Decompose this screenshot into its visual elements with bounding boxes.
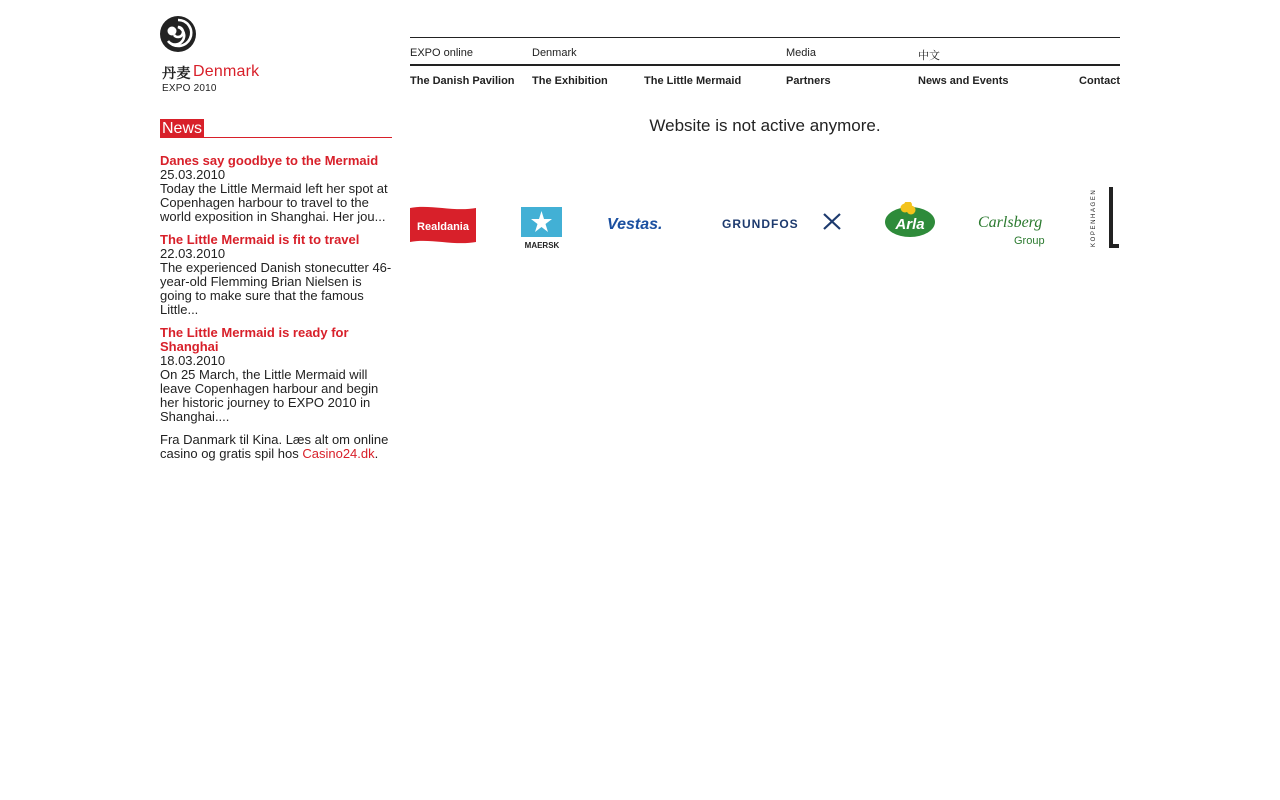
- maersk-logo[interactable]: [518, 206, 568, 255]
- news-item-summary: The experienced Danish stonecutter 46-year-old Flemming Brian Nielsen is going to make sure that the famous Little...: [160, 260, 392, 317]
- arla-label: Arla: [895, 216, 925, 233]
- realdania-label: Realdania: [417, 221, 469, 233]
- logo-country: Denmark: [193, 63, 260, 80]
- news-item-title[interactable]: The Little Mermaid is ready for Shanghai: [160, 325, 349, 354]
- news-item: [160, 326, 392, 424]
- inactive-message: Website is not active anymore.: [649, 116, 881, 135]
- casino-link[interactable]: Casino24.dk: [302, 446, 375, 461]
- secondary-nav: [410, 37, 1120, 66]
- carlsberg-logo[interactable]: [976, 209, 1046, 254]
- partner-logos: [410, 185, 1120, 255]
- nav-partners[interactable]: Partners: [786, 75, 831, 87]
- vestas-logo[interactable]: [607, 213, 685, 240]
- main-nav: [410, 66, 1120, 94]
- news-item-date: 18.03.2010: [160, 353, 226, 368]
- maersk-label: MAERSK: [524, 241, 560, 250]
- nav-media[interactable]: Media: [786, 47, 816, 59]
- kopenhagen-fur-logo[interactable]: [1088, 185, 1122, 256]
- nav-contact[interactable]: Contact: [1079, 75, 1120, 87]
- logo-chinese: 丹麦: [162, 65, 191, 81]
- nav-denmark[interactable]: Denmark: [532, 47, 577, 59]
- news-item-title[interactable]: Danes say goodbye to the Mermaid: [160, 153, 379, 168]
- site-logo[interactable]: [160, 14, 280, 96]
- grundfos-logo[interactable]: [722, 211, 842, 238]
- nav-chinese[interactable]: 中文: [918, 50, 940, 62]
- news-sidebar: [160, 118, 392, 461]
- vestas-label: Vestas.: [607, 216, 663, 233]
- news-item-summary: Today the Little Mermaid left her spot at Copenhagen harbour to travel to the world exposition in Shanghai. Her jou...: [160, 181, 388, 224]
- nav-news-events[interactable]: News and Events: [918, 75, 1009, 87]
- carlsberg-label: Carlsberg: [978, 214, 1043, 231]
- top-navigation: [410, 37, 1120, 94]
- news-item: [160, 154, 392, 224]
- nav-expo-online[interactable]: EXPO online: [410, 47, 473, 59]
- kopenhagen-label: KOPENHAGEN FUR: [1091, 185, 1097, 247]
- news-item-title[interactable]: The Little Mermaid is fit to travel: [160, 232, 360, 247]
- nav-exhibition[interactable]: The Exhibition: [532, 75, 608, 87]
- news-item-date: 22.03.2010: [160, 246, 226, 261]
- news-heading: News: [162, 120, 203, 137]
- grundfos-label: GRUNDFOS: [722, 217, 799, 231]
- news-item-summary: On 25 March, the Little Mermaid will leave Copenhagen harbour and begin her historic journey to EXPO 2010 in Shanghai....: [160, 367, 379, 424]
- realdania-logo[interactable]: [410, 206, 476, 251]
- nav-danish-pavilion[interactable]: The Danish Pavilion: [410, 75, 515, 87]
- logo-expo: EXPO 2010: [162, 83, 217, 94]
- news-footer: [160, 433, 392, 461]
- news-item: [160, 233, 392, 317]
- swirl-logo-icon: [160, 14, 200, 54]
- news-header: [160, 118, 392, 138]
- nav-little-mermaid[interactable]: The Little Mermaid: [644, 75, 742, 87]
- arla-logo[interactable]: [883, 202, 939, 247]
- news-item-date: 25.03.2010: [160, 167, 226, 182]
- footer-text: Fra Danmark til Kina. Læs alt om online casino og gratis spil hos: [160, 432, 389, 461]
- footer-end: .: [374, 446, 379, 461]
- carlsberg-group-label: Group: [1014, 235, 1045, 247]
